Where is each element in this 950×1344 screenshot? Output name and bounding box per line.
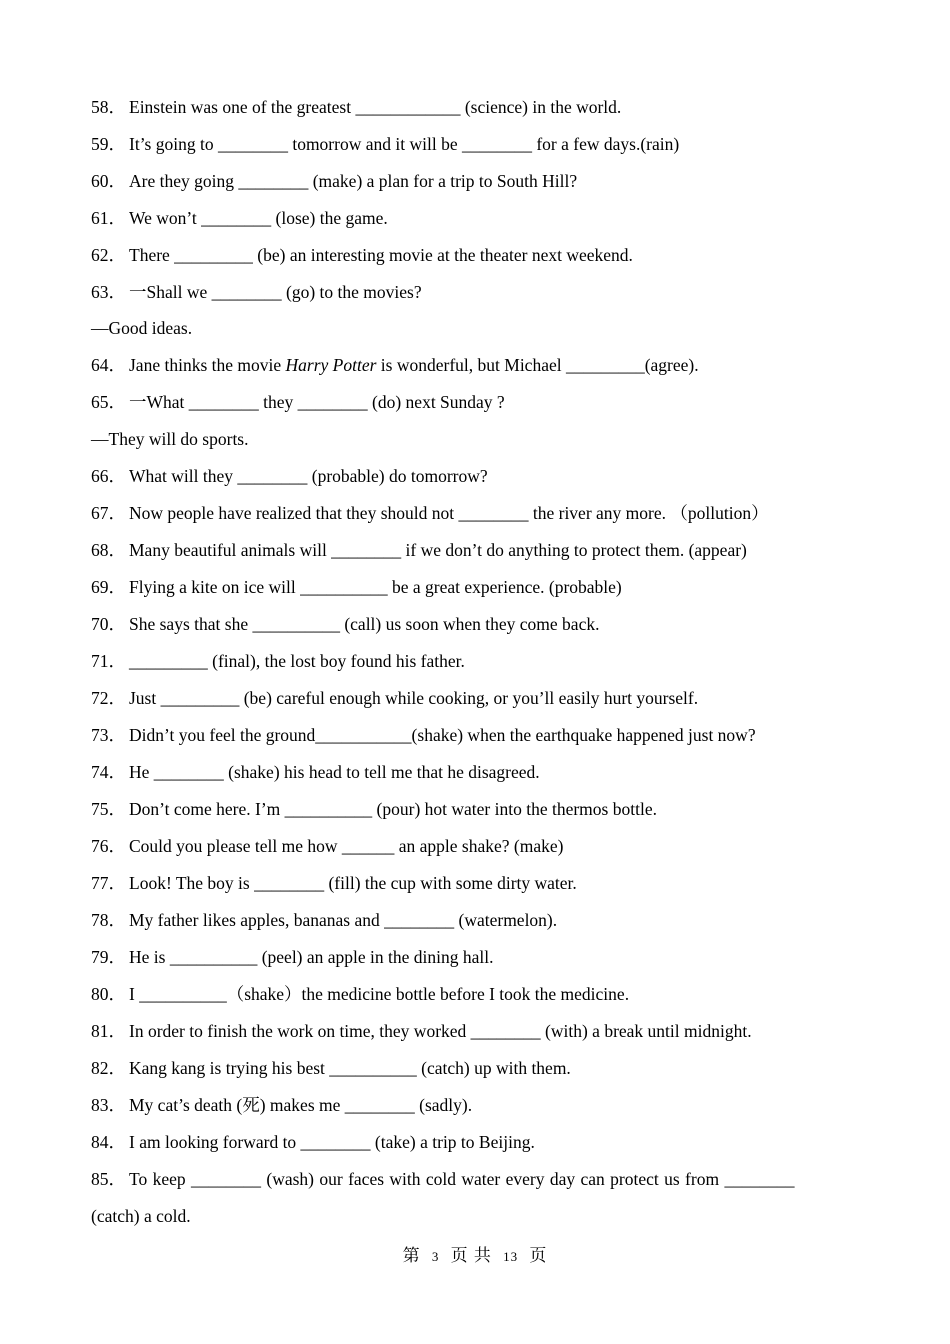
- question-82: 82． Kang kang is trying his best __________ (catch) up with them.: [91, 1058, 571, 1078]
- question-71: 71． _________ (final), the lost boy found his father.: [91, 651, 465, 671]
- footer-prefix: 第: [402, 1246, 421, 1265]
- question-76: 76． Could you please tell me how ______ an apple shake? (make): [91, 836, 564, 856]
- total-pages: 13: [503, 1249, 519, 1264]
- question-66: 66． What will they ________ (probable) do tomorrow?: [91, 466, 488, 486]
- question-59: 59． It’s going to ________ tomorrow and it will be ________ for a few days.(rain): [91, 134, 680, 154]
- question-65: 65． 一What ________ they ________ (do) next Sunday ?: [91, 392, 505, 412]
- question-61: 61． We won’t ________ (lose) the game.: [91, 208, 388, 228]
- question-63-answer: —Good ideas.: [91, 318, 193, 338]
- question-58: 58． Einstein was one of the greatest ____________ (science) in the world.: [91, 97, 622, 117]
- question-64: 64． Jane thinks the movie Harry Potter is wonderful, but Michael _________(agree).: [91, 355, 699, 375]
- question-85-continued: (catch) a cold.: [91, 1206, 191, 1226]
- footer-suffix: 页: [529, 1246, 548, 1265]
- question-63: 63． 一Shall we ________ (go) to the movies?: [91, 282, 422, 302]
- question-68: 68． Many beautiful animals will ________ if we don’t do anything to protect them. (appear): [91, 540, 747, 560]
- question-78: 78． My father likes apples, bananas and ________ (watermelon).: [91, 910, 558, 930]
- question-75: 75． Don’t come here. I’m __________ (pour) hot water into the thermos bottle.: [91, 799, 657, 819]
- question-69: 69． Flying a kite on ice will __________ be a great experience. (probable): [91, 577, 622, 597]
- question-77: 77． Look! The boy is ________ (fill) the cup with some dirty water.: [91, 873, 577, 893]
- page-footer: [0, 1241, 950, 1266]
- movie-title: Harry Potter: [285, 355, 377, 375]
- question-72: 72． Just _________ (be) careful enough while cooking, or you’ll easily hurt yourself.: [91, 688, 699, 708]
- footer-middle: 页 共: [450, 1246, 492, 1265]
- question-62: 62． There _________ (be) an interesting movie at the theater next weekend.: [91, 245, 633, 265]
- question-65-answer: —They will do sports.: [91, 429, 249, 449]
- question-85: 85． To keep ________ (wash) our faces with cold water every day can protect us from ________: [91, 1169, 795, 1189]
- question-67: 67． Now people have realized that they should not ________ the river any more. （pollution）: [91, 503, 769, 523]
- question-84: 84． I am looking forward to ________ (take) a trip to Beijing.: [91, 1132, 535, 1152]
- question-80: 80． I __________（shake）the medicine bottle before I took the medicine.: [91, 984, 630, 1004]
- current-page-number: 3: [431, 1249, 440, 1264]
- question-83: 83． My cat’s death (死) makes me ________ (sadly).: [91, 1095, 473, 1115]
- question-73: 73． Didn’t you feel the ground___________(shake) when the earthquake happened just now?: [91, 725, 756, 745]
- question-79: 79． He is __________ (peel) an apple in the dining hall.: [91, 947, 494, 967]
- question-81: 81． In order to finish the work on time, they worked ________ (with) a break until midnight.: [91, 1021, 752, 1041]
- question-60: 60． Are they going ________ (make) a plan for a trip to South Hill?: [91, 171, 578, 191]
- question-74: 74． He ________ (shake) his head to tell me that he disagreed.: [91, 762, 540, 782]
- question-70: 70． She says that she __________ (call) us soon when they come back.: [91, 614, 600, 634]
